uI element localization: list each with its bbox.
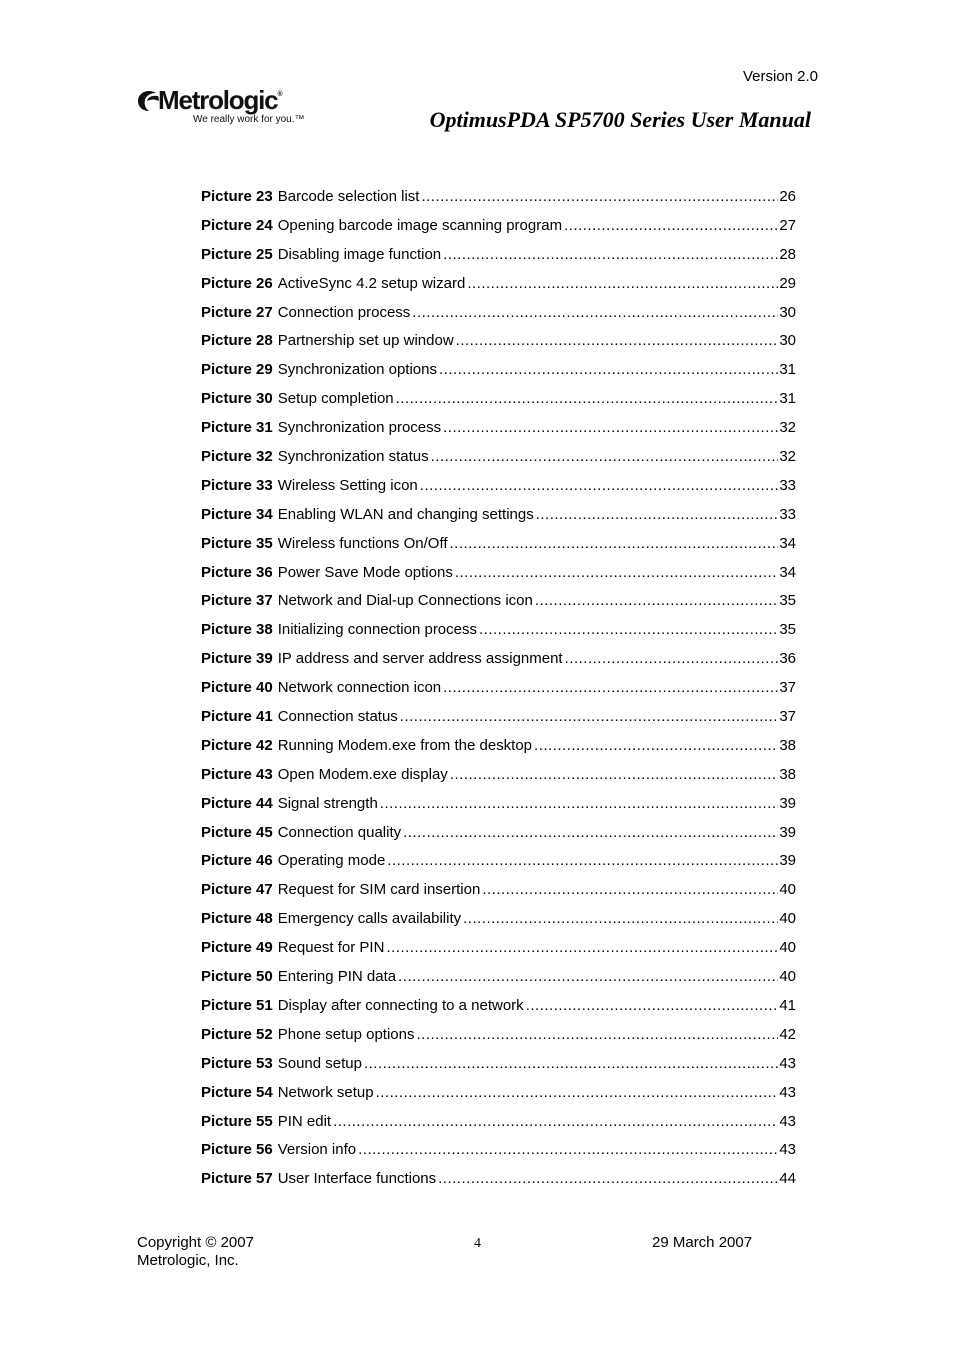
toc-dot-leader — [417, 1026, 779, 1043]
toc-entry-label: Picture 42 — [201, 736, 273, 754]
toc-entry[interactable] — [201, 217, 796, 246]
toc-entry-page: 27 — [779, 216, 796, 234]
toc-entry[interactable] — [201, 910, 796, 939]
toc-dot-leader — [439, 361, 778, 378]
toc-entry-title: Power Save Mode options — [277, 563, 453, 581]
toc-entry-title: Opening barcode image scanning program — [277, 216, 563, 234]
toc-entry[interactable] — [201, 939, 796, 968]
toc-entry-page: 37 — [779, 708, 796, 726]
toc-entry[interactable] — [201, 477, 796, 506]
toc-entry-page: 39 — [779, 823, 796, 841]
toc-entry[interactable] — [201, 1055, 796, 1084]
toc-entry[interactable] — [201, 737, 796, 766]
toc-entry-page: 40 — [779, 939, 796, 957]
toc-entry-page: 30 — [779, 332, 796, 350]
toc-dot-leader — [463, 910, 778, 927]
toc-entry-label: Picture 23 — [201, 188, 273, 205]
toc-entry-page: 35 — [779, 592, 796, 610]
toc-entry-label: Picture 57 — [201, 1170, 273, 1188]
toc-dot-leader — [535, 592, 778, 609]
toc-entry[interactable] — [201, 708, 796, 737]
toc-entry-page: 34 — [779, 563, 796, 581]
footer-copyright — [137, 1234, 254, 1270]
toc-entry-title: Open Modem.exe display — [277, 765, 448, 783]
toc-dot-leader — [443, 246, 778, 263]
toc-dot-leader — [403, 824, 778, 841]
toc-dot-leader — [358, 1141, 778, 1158]
toc-entry-title: PIN edit — [277, 1112, 332, 1130]
toc-entry-title: IP address and server address assignment — [277, 650, 563, 668]
toc-entry-page: 28 — [779, 245, 796, 263]
toc-dot-leader — [443, 419, 778, 436]
toc-entry[interactable] — [201, 650, 796, 679]
toc-entry[interactable] — [201, 361, 796, 390]
toc-entry-label: Picture 53 — [201, 1054, 273, 1072]
toc-entry[interactable] — [201, 332, 796, 361]
toc-dot-leader — [450, 535, 779, 552]
toc-entry-title: Enabling WLAN and changing settings — [277, 505, 534, 523]
toc-entry-page: 41 — [779, 996, 796, 1014]
toc-entry-page: 30 — [779, 303, 796, 321]
toc-entry-label: Picture 44 — [201, 794, 273, 812]
toc-dot-leader — [333, 1113, 778, 1130]
toc-entry-label: Picture 38 — [201, 621, 273, 639]
toc-entry[interactable] — [201, 1026, 796, 1055]
toc-entry-title: Version info — [277, 1141, 357, 1159]
toc-entry-title: Network connection icon — [277, 679, 442, 697]
toc-entry-title: Synchronization process — [277, 419, 442, 437]
toc-entry-title: Disabling image function — [277, 245, 442, 263]
toc-dot-leader — [412, 304, 778, 321]
toc-entry-label: Picture 47 — [201, 881, 273, 899]
toc-entry-title: Emergency calls availability — [277, 910, 462, 928]
toc-entry-label: Picture 33 — [201, 476, 273, 494]
toc-dot-leader — [564, 217, 778, 234]
toc-entry[interactable] — [201, 535, 796, 564]
toc-entry[interactable] — [201, 1084, 796, 1113]
toc-dot-leader — [534, 737, 778, 754]
toc-entry-label: Picture 32 — [201, 448, 273, 466]
toc-entry-page: 35 — [779, 621, 796, 639]
toc-entry-title: Wireless functions On/Off — [277, 534, 448, 552]
toc-dot-leader — [396, 390, 779, 407]
toc-entry-title: Entering PIN data — [277, 968, 397, 986]
toc-entry-label: Picture 29 — [201, 361, 273, 379]
toc-entry-label: Picture 27 — [201, 303, 273, 321]
toc-entry-title: Request for SIM card insertion — [277, 881, 481, 899]
toc-entry-page: 40 — [779, 910, 796, 928]
toc-entry[interactable] — [201, 1170, 796, 1199]
toc-entry-page: 39 — [779, 852, 796, 870]
toc-entry-label: Picture 26 — [201, 274, 273, 292]
footer-date: 29 March 2007 — [652, 1234, 753, 1251]
toc-entry[interactable] — [201, 246, 796, 275]
toc-entry-title: ActiveSync 4.2 setup wizard — [277, 274, 466, 292]
toc-dot-leader — [526, 997, 779, 1014]
toc-entry-title: Barcode selection list — [277, 188, 420, 205]
toc-entry-title: Partnership set up window — [277, 332, 454, 350]
toc-entry[interactable] — [201, 621, 796, 650]
toc-entry-title: Setup completion — [277, 390, 394, 408]
toc-entry[interactable] — [201, 852, 796, 881]
toc-dot-leader — [456, 332, 779, 349]
metrologic-logo — [137, 86, 337, 130]
toc-entry-label: Picture 28 — [201, 332, 273, 350]
toc-entry-title: Running Modem.exe from the desktop — [277, 736, 533, 754]
toc-entry-label: Picture 39 — [201, 650, 273, 668]
toc-entry-page: 43 — [779, 1083, 796, 1101]
toc-entry-label: Picture 37 — [201, 592, 273, 610]
toc-entry-label: Picture 51 — [201, 996, 273, 1014]
toc-entry[interactable] — [201, 506, 796, 535]
toc-entry-page: 36 — [779, 650, 796, 668]
toc-dot-leader — [565, 650, 779, 667]
toc-entry-title: Connection quality — [277, 823, 402, 841]
toc-entry-title: Signal strength — [277, 794, 378, 812]
toc-entry-page: 33 — [779, 505, 796, 523]
toc-entry-label: Picture 45 — [201, 823, 273, 841]
toc-dot-leader — [482, 881, 778, 898]
toc-entry-title: Sound setup — [277, 1054, 362, 1072]
toc-entry-page: 37 — [779, 679, 796, 697]
toc-entry-title: Wireless Setting icon — [277, 476, 418, 494]
toc-entry[interactable] — [201, 679, 796, 708]
toc-entry-title: Request for PIN — [277, 939, 385, 957]
toc-entry-label: Picture 36 — [201, 563, 273, 581]
toc-entry-page: 38 — [779, 765, 796, 783]
toc-entry-page: 31 — [779, 361, 796, 379]
toc-entry-page: 43 — [779, 1112, 796, 1130]
toc-dot-leader — [467, 275, 778, 292]
toc-entry-page: 32 — [779, 448, 796, 466]
toc-entry-title: Initializing connection process — [277, 621, 477, 639]
toc-dot-leader — [380, 795, 779, 812]
toc-entry[interactable] — [201, 275, 796, 304]
version-label: Version 2.0 — [742, 68, 818, 85]
toc-dot-leader — [398, 968, 778, 985]
toc-entry-label: Picture 25 — [201, 245, 273, 263]
toc-entry-title: Operating mode — [277, 852, 386, 870]
toc-entry-title: User Interface functions — [277, 1170, 437, 1188]
toc-entry-page: 29 — [779, 274, 796, 292]
toc-entry[interactable] — [201, 1113, 796, 1142]
toc-dot-leader — [431, 448, 779, 465]
page-number: 4 — [474, 1236, 481, 1251]
toc-entry-title: Connection status — [277, 708, 398, 726]
toc-entry-label: Picture 50 — [201, 968, 273, 986]
toc-dot-leader — [455, 564, 778, 581]
toc-entry-page: 44 — [779, 1170, 796, 1188]
toc-entry-label: Picture 54 — [201, 1083, 273, 1101]
logo-tagline: We really work for you.™ — [193, 114, 305, 125]
toc-entry-label: Picture 30 — [201, 390, 273, 408]
toc-entry-title: Network and Dial-up Connections icon — [277, 592, 533, 610]
toc-dot-leader — [438, 1170, 778, 1187]
toc-entry-title: Synchronization options — [277, 361, 437, 379]
company-name: Metrologic, Inc. — [137, 1252, 239, 1269]
manual-title: OptimusPDA SP5700 Series User Manual — [429, 107, 811, 132]
toc-entry[interactable] — [201, 564, 796, 593]
logo-wordmark: Metrologic — [158, 85, 278, 115]
toc-entry[interactable] — [201, 592, 796, 621]
logo-trademark: ® — [277, 91, 283, 98]
toc-entry-label: Picture 49 — [201, 939, 273, 957]
copyright-text: Copyright © 2007 — [137, 1234, 254, 1251]
toc-entry[interactable] — [201, 824, 796, 853]
toc-dot-leader — [376, 1084, 779, 1101]
toc-entry[interactable] — [201, 448, 796, 477]
toc-entry[interactable] — [201, 881, 796, 910]
toc-entry-label: Picture 52 — [201, 1025, 273, 1043]
toc-entry-label: Picture 31 — [201, 419, 273, 437]
toc-entry-title: Synchronization status — [277, 448, 429, 466]
toc-entry-label: Picture 40 — [201, 679, 273, 697]
toc-entry[interactable] — [201, 419, 796, 448]
toc-dot-leader — [364, 1055, 778, 1072]
toc-entry-title: Network setup — [277, 1083, 374, 1101]
list-of-pictures — [201, 188, 796, 1199]
toc-entry-page: 31 — [779, 390, 796, 408]
toc-dot-leader — [387, 852, 778, 869]
toc-dot-leader — [450, 766, 779, 783]
toc-entry-label: Picture 34 — [201, 505, 273, 523]
toc-dot-leader — [386, 939, 778, 956]
toc-dot-leader — [400, 708, 779, 725]
toc-entry-page: 33 — [779, 476, 796, 494]
toc-dot-leader — [420, 477, 779, 494]
toc-entry-title: Connection process — [277, 303, 411, 321]
toc-entry-page: 38 — [779, 736, 796, 754]
toc-entry[interactable] — [201, 997, 796, 1026]
toc-entry-label: Picture 56 — [201, 1141, 273, 1159]
toc-entry-label: Picture 43 — [201, 765, 273, 783]
toc-dot-leader — [421, 188, 778, 205]
toc-entry-page: 26 — [779, 188, 796, 205]
toc-entry-page: 40 — [779, 968, 796, 986]
toc-entry-page: 40 — [779, 881, 796, 899]
toc-entry-title: Phone setup options — [277, 1025, 415, 1043]
toc-entry-page: 43 — [779, 1141, 796, 1159]
toc-dot-leader — [536, 506, 779, 523]
toc-entry-label: Picture 48 — [201, 910, 273, 928]
toc-entry-label: Picture 35 — [201, 534, 273, 552]
toc-entry-label: Picture 41 — [201, 708, 273, 726]
toc-entry-page: 34 — [779, 534, 796, 552]
toc-dot-leader — [443, 679, 778, 696]
toc-entry-page: 42 — [779, 1025, 796, 1043]
toc-dot-leader — [479, 621, 778, 638]
toc-entry[interactable] — [201, 766, 796, 795]
toc-entry[interactable] — [201, 304, 796, 333]
toc-entry-page: 43 — [779, 1054, 796, 1072]
toc-entry-label: Picture 24 — [201, 216, 273, 234]
toc-entry[interactable] — [201, 795, 796, 824]
toc-entry[interactable] — [201, 968, 796, 997]
toc-entry[interactable] — [201, 390, 796, 419]
toc-entry-page: 32 — [779, 419, 796, 437]
toc-entry[interactable] — [201, 188, 796, 217]
toc-entry-page: 39 — [779, 794, 796, 812]
toc-entry-label: Picture 55 — [201, 1112, 273, 1130]
toc-entry[interactable] — [201, 1141, 796, 1170]
toc-entry-label: Picture 46 — [201, 852, 273, 870]
toc-entry-title: Display after connecting to a network — [277, 996, 524, 1014]
